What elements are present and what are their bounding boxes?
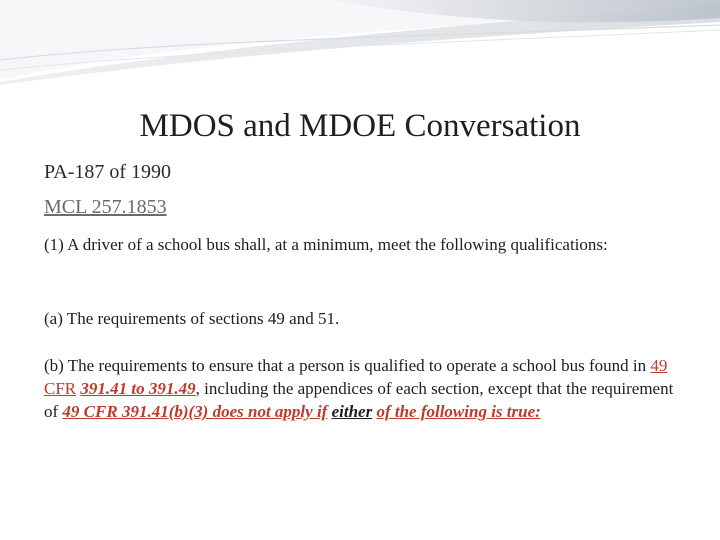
paragraph-b-text-2: , including the appendices of each section, except that the requirement of — [44, 379, 674, 421]
mcl-link[interactable]: MCL 257.1853 — [44, 196, 167, 218]
conditions-link[interactable]: of the following is true: — [376, 402, 541, 421]
either-emphasis: either — [331, 402, 373, 421]
paragraph-a: (a) The requirements of sections 49 and 51. — [44, 309, 340, 328]
cfr-link[interactable]: 49 CFR — [44, 356, 668, 398]
act-reference: PA-187 of 1990 — [44, 161, 172, 183]
cfr-exception-link[interactable]: 49 CFR 391.41(b)(3) does not apply if — [62, 402, 328, 421]
paragraph-qualifications: (1) A driver of a school bus shall, at a minimum, meet the following qualifications: — [44, 235, 608, 254]
slide-title: MDOS and MDOE Conversation — [139, 108, 581, 144]
cfr-range-link[interactable]: 391.41 to 391.49 — [80, 379, 196, 398]
paragraph-b-text-1: (b) The requirements to ensure that a person is qualified to operate a school bus found in — [44, 356, 651, 375]
header-swoosh-decoration — [0, 0, 720, 90]
paragraph-b — [44, 354, 684, 423]
